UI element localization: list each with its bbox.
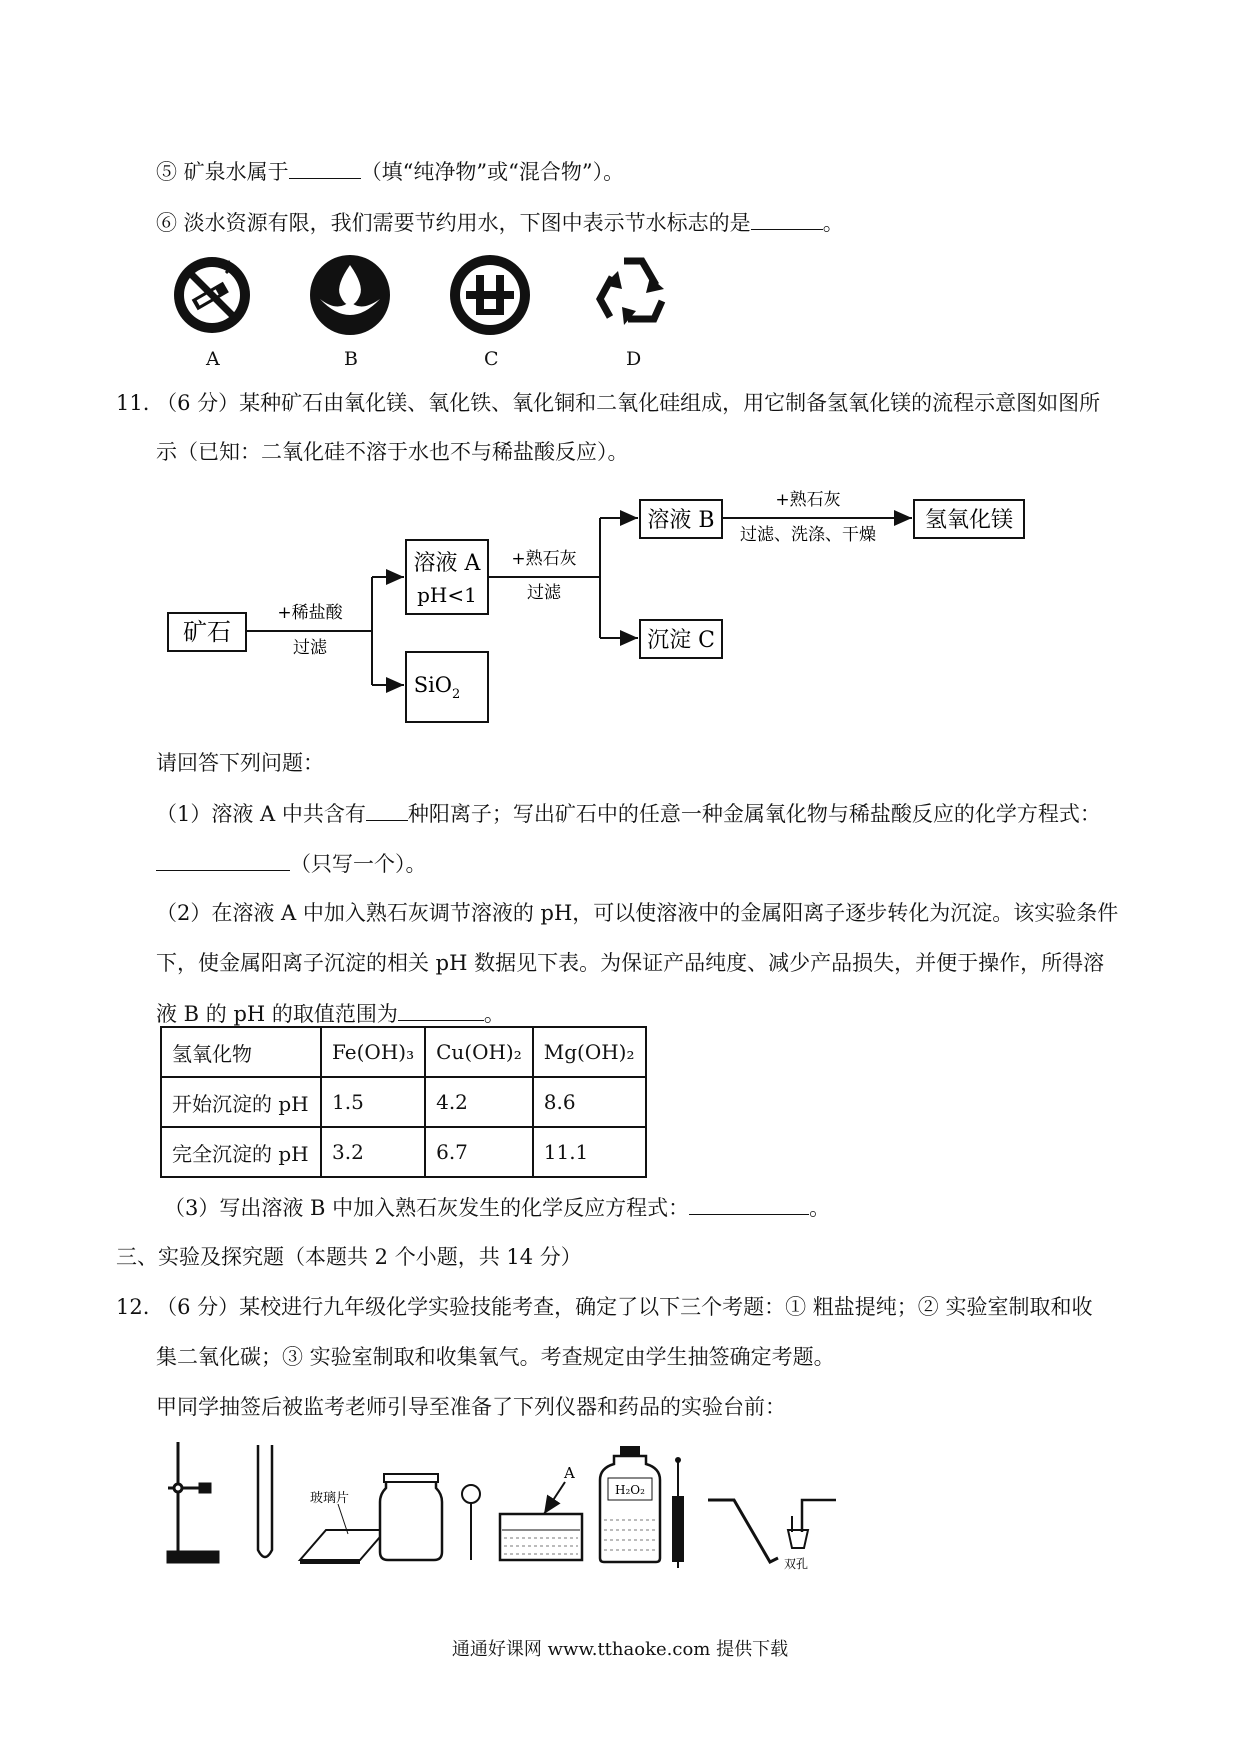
option-label: D — [626, 348, 642, 370]
water-sign-options — [160, 248, 720, 343]
answer-blank[interactable] — [751, 207, 823, 230]
table-cell: 11.1 — [533, 1127, 646, 1177]
option-label: A — [206, 348, 220, 370]
table-cell: 3.2 — [321, 1127, 425, 1177]
test-tube-brush-icon — [672, 1457, 684, 1568]
solution-a-ph: pH<1 — [417, 583, 477, 607]
q10-item5: ⑤ 矿泉水属于 （填“纯净物”或“混合物”）。 — [156, 156, 624, 187]
q11-part2-line3: 液 B 的 pH 的取值范围为 。 — [156, 998, 505, 1029]
step2-reagent: +熟石灰 — [511, 549, 577, 569]
table-row — [161, 1077, 646, 1127]
q10-item6: ⑥ 淡水资源有限，我们需要节约用水，下图中表示节水标志的是 。 — [156, 207, 844, 238]
table-header-row — [161, 1027, 646, 1077]
trough-label-a: A — [564, 1464, 575, 1482]
option-label: B — [344, 348, 358, 370]
glass-slide-icon — [300, 1504, 386, 1564]
ph-data-table — [160, 1026, 647, 1178]
q12-line1: 12. （6 分）某校进行九年级化学实验技能考查，确定了以下三个考题：① 粗盐提纯；② 实验室制取和收 — [116, 1295, 1093, 1319]
precipitate-c-label: 沉淀 C — [647, 628, 715, 653]
q11-part2-line2: 下，使金属阳离子沉淀的相关 pH 数据见下表。为保证产品纯度、减少产品损失，并便于操作，所得溶 — [156, 951, 1105, 975]
test-tube-icon — [258, 1445, 272, 1557]
water-trough-icon — [500, 1482, 582, 1560]
ore-label: 矿石 — [183, 618, 231, 646]
q11-part1: （1）溶液 A 中共含有 种阳离子；写出矿石中的任意一种金属氧化物与稀盐酸反应的化学方程式： — [156, 798, 1101, 829]
q11-prompt: 请回答下列问题： — [156, 751, 324, 775]
step2-operation: 过滤 — [527, 583, 561, 603]
solution-a-label: 溶液 A — [413, 551, 481, 576]
section-heading: 三、实验及探究题（本题共 2 个小题，共 14 分） — [116, 1245, 582, 1269]
table-cell: 4.2 — [425, 1077, 533, 1127]
h2o2-label: H₂O₂ — [615, 1483, 645, 1497]
green-food-icon — [450, 255, 530, 335]
q11-intro-line2: 示（已知：二氧化硅不溶于水也不与稀盐酸反应）。 — [156, 440, 629, 464]
product-label: 氢氧化镁 — [924, 508, 1014, 533]
reagent-bottle-icon — [600, 1446, 660, 1562]
table-row — [161, 1127, 646, 1177]
answer-blank[interactable] — [366, 798, 408, 821]
q11-part3: （3）写出溶液 B 中加入熟石灰发生的化学反应方程式： 。 — [164, 1192, 830, 1223]
step1-reagent: +稀盐酸 — [277, 603, 343, 623]
lab-apparatus — [160, 1440, 880, 1570]
two-hole-stopper-icon — [788, 1500, 836, 1548]
solution-b-label: 溶液 B — [647, 508, 715, 533]
table-cell: 6.7 — [425, 1127, 533, 1177]
q11-part1-line2: （只写一个）。 — [156, 848, 427, 879]
answer-blank[interactable] — [156, 848, 290, 871]
glass-slide-label: 玻璃片 — [310, 1491, 350, 1506]
gas-jar-icon — [380, 1480, 442, 1560]
table-cell: Cu(OH)₂ — [425, 1027, 533, 1077]
no-smoking-icon — [174, 257, 250, 333]
q12-line3: 甲同学抽签后被监考老师引导至准备了下列仪器和药品的实验台前： — [156, 1395, 786, 1419]
option-label: C — [484, 348, 499, 370]
bent-tube-icon — [708, 1500, 778, 1562]
answer-blank[interactable] — [689, 1192, 809, 1215]
table-cell: Fe(OH)₃ — [321, 1027, 425, 1077]
table-cell: 8.6 — [533, 1077, 646, 1127]
step3-operation: 过滤、洗涤、干燥 — [740, 525, 876, 545]
q11-intro-line1: 11. （6 分）某种矿石由氧化镁、氧化铁、氧化铜和二氧化硅组成，用它制备氢氧化镁的流程示意图如图所 — [116, 391, 1101, 415]
page-footer: 通通好课网 www.tthaoke.com 提供下载 — [451, 1639, 789, 1660]
long-neck-funnel-icon — [462, 1485, 480, 1560]
table-cell: 开始沉淀的 pH — [161, 1077, 321, 1127]
answer-blank[interactable] — [289, 156, 361, 179]
table-cell: 完全沉淀的 pH — [161, 1127, 321, 1177]
q11-part2-line1: （2）在溶液 A 中加入熟石灰调节溶液的 pH，可以使溶液中的金属阳离子逐步转化为沉淀。该实验条件 — [156, 901, 1119, 925]
recycle-icon — [600, 261, 664, 325]
table-cell: Mg(OH)₂ — [533, 1027, 646, 1077]
iron-stand-icon — [168, 1442, 218, 1562]
answer-blank[interactable] — [398, 998, 484, 1021]
step3-reagent: +熟石灰 — [775, 490, 841, 510]
step1-operation: 过滤 — [293, 638, 327, 658]
two-hole-label: 双孔 — [784, 1557, 809, 1570]
table-cell: 氢氧化物 — [161, 1027, 321, 1077]
q12-line2: 集二氧化碳；③ 实验室制取和收集氧气。考查规定由学生抽签确定考题。 — [156, 1345, 835, 1369]
sio2-label: SiO$_2$ — [413, 673, 461, 702]
water-saving-icon — [310, 255, 390, 335]
process-flow-diagram — [160, 490, 1100, 730]
table-cell: 1.5 — [321, 1077, 425, 1127]
